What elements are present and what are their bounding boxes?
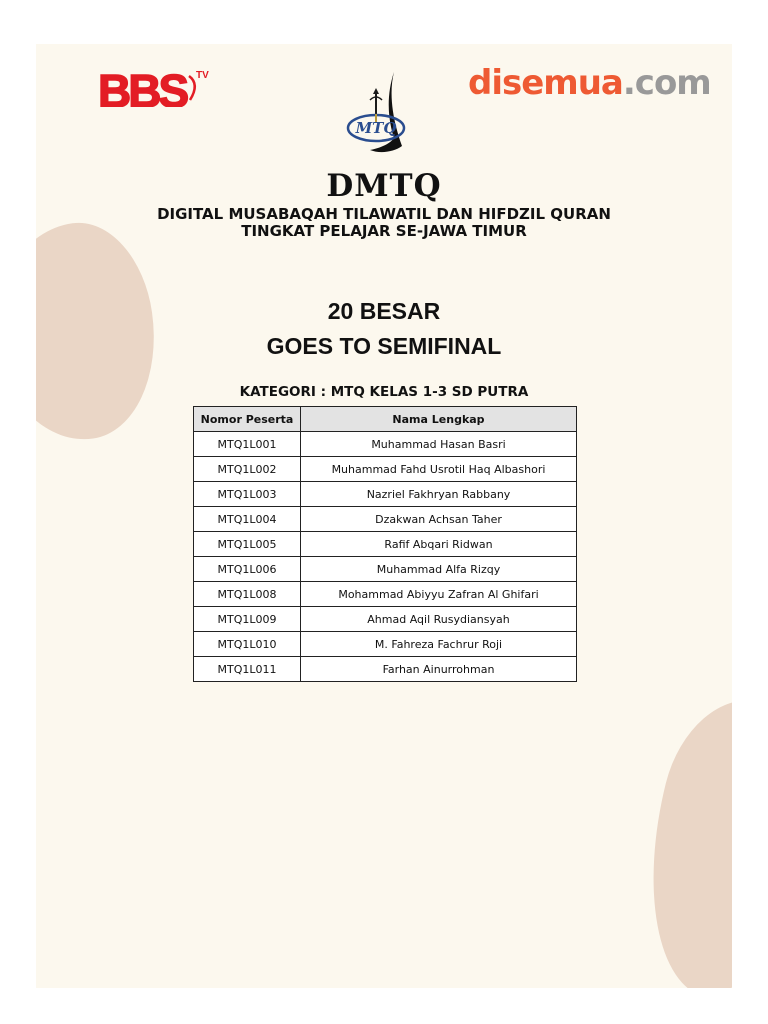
svg-text:TV: TV: [196, 70, 209, 81]
participant-name: Muhammad Fahd Usrotil Haq Albashori: [301, 457, 577, 482]
table-header-row: [194, 407, 577, 432]
table-row: [194, 632, 577, 657]
table-row: [194, 482, 577, 507]
table-row: [194, 657, 577, 682]
participant-number: MTQ1L009: [194, 607, 301, 632]
document-page: [36, 44, 732, 988]
column-header-nama: Nama Lengkap: [301, 407, 577, 432]
heading-line-1: 20 BESAR: [327, 298, 441, 324]
participant-name: Farhan Ainurrohman: [301, 657, 577, 682]
disemua-brand-text: disemua: [468, 63, 623, 103]
column-header-nomor: Nomor Peserta: [194, 407, 301, 432]
svg-text:BBS: BBS: [98, 66, 187, 114]
participant-name: Dzakwan Achsan Taher: [301, 507, 577, 532]
participant-number: MTQ1L005: [194, 532, 301, 557]
table-row: [194, 607, 577, 632]
participant-name: Ahmad Aqil Rusydiansyah: [301, 607, 577, 632]
disemua-logo: [468, 63, 711, 103]
participant-number: MTQ1L010: [194, 632, 301, 657]
participants-table: [193, 406, 577, 682]
page-title: DMTQ: [326, 168, 442, 204]
participant-name: M. Fahreza Fachrur Roji: [301, 632, 577, 657]
page-subtitle: [36, 206, 732, 240]
participant-name: Rafif Abqari Ridwan: [301, 532, 577, 557]
participant-number: MTQ1L006: [194, 557, 301, 582]
table-row: [194, 582, 577, 607]
table-row: [194, 557, 577, 582]
participant-number: MTQ1L011: [194, 657, 301, 682]
decorative-blob-right: [618, 684, 732, 988]
svg-text:MTQ: MTQ: [355, 119, 397, 137]
heading-line-2: GOES TO SEMIFINAL: [266, 333, 502, 359]
table-row: [194, 507, 577, 532]
participant-number: MTQ1L004: [194, 507, 301, 532]
table-row: [194, 532, 577, 557]
table-row: [194, 457, 577, 482]
bbs-tv-logo: [96, 66, 214, 118]
participant-number: MTQ1L001: [194, 432, 301, 457]
participant-number: MTQ1L003: [194, 482, 301, 507]
category-label: KATEGORI : MTQ KELAS 1-3 SD PUTRA: [239, 384, 529, 400]
subtitle-line-2: TINGKAT PELAJAR SE-JAWA TIMUR: [241, 222, 527, 240]
dmtq-emblem-logo: [336, 66, 416, 162]
participant-name: Mohammad Abiyyu Zafran Al Ghifari: [301, 582, 577, 607]
participant-number: MTQ1L008: [194, 582, 301, 607]
subtitle-line-1: DIGITAL MUSABAQAH TILAWATIL DAN HIFDZIL QURAN: [157, 205, 611, 223]
participant-name: Muhammad Hasan Basri: [301, 432, 577, 457]
table-row: [194, 432, 577, 457]
participant-name: Muhammad Alfa Rizqy: [301, 557, 577, 582]
section-heading: [36, 294, 732, 364]
disemua-tld-text: .com: [622, 63, 711, 103]
participant-number: MTQ1L002: [194, 457, 301, 482]
participant-name: Nazriel Fakhryan Rabbany: [301, 482, 577, 507]
